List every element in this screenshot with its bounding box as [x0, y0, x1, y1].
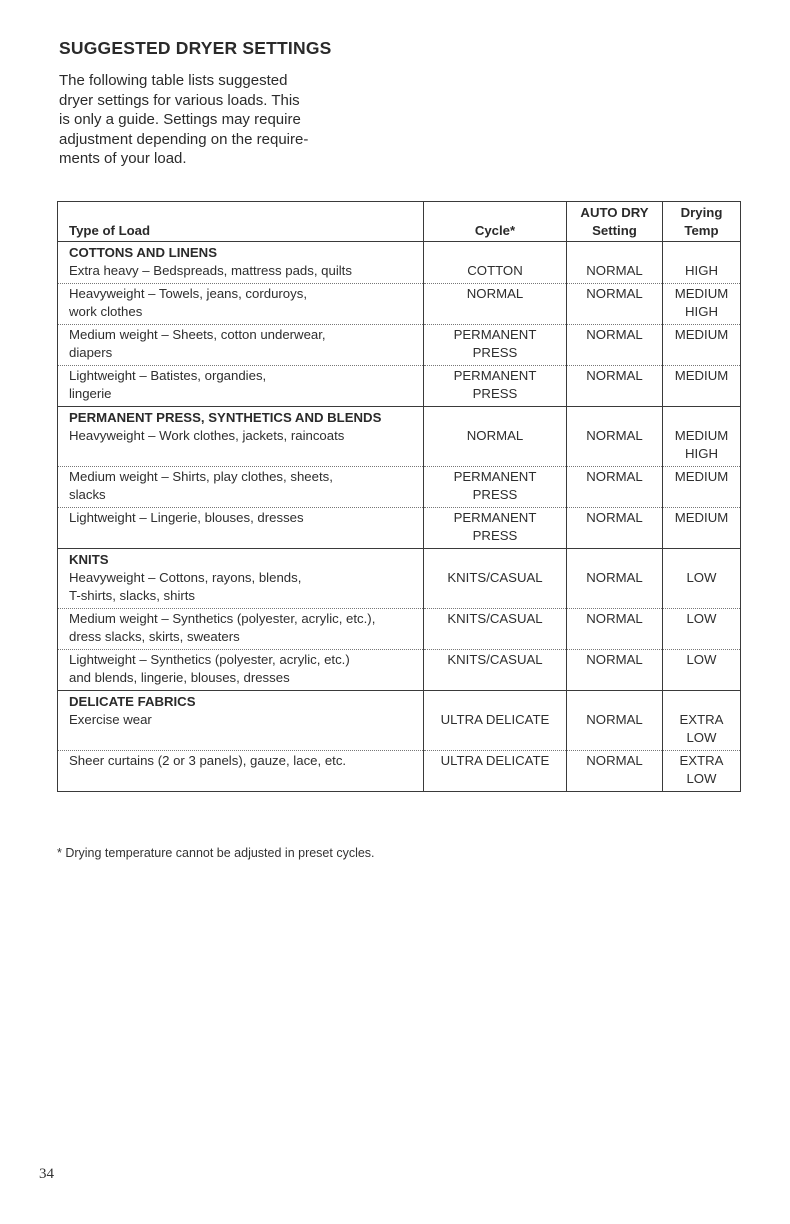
load-cell: [58, 508, 424, 549]
load-text: T-shirts, slacks, shirts: [69, 588, 196, 603]
auto-dry-text: NORMAL: [586, 428, 643, 443]
drying-temp-cell: [663, 650, 741, 691]
load-text: work clothes: [69, 304, 143, 319]
cycle-text: ULTRA DELICATE: [440, 712, 550, 727]
header-type-of-load: Type of Load: [58, 202, 424, 242]
category-heading: DELICATE FABRICS: [69, 694, 196, 709]
drying-temp-text: MEDIUM: [674, 327, 729, 342]
footnote: * Drying temperature cannot be adjusted in preset cycles.: [57, 846, 375, 860]
drying-temp-cell: [663, 407, 741, 467]
drying-temp-text: LOW: [686, 652, 717, 667]
auto-dry-cell: [567, 284, 663, 325]
category-spacer: [571, 692, 658, 711]
load-cell: [58, 407, 424, 467]
category-spacer: [428, 692, 562, 711]
drying-temp-cell: [663, 751, 741, 792]
load-cell: [58, 242, 424, 284]
intro-line: adjustment depending on the require-: [59, 130, 309, 148]
auto-dry-cell: [567, 751, 663, 792]
intro-paragraph: [59, 71, 379, 169]
cycle-text: PERMANENT: [453, 510, 537, 525]
load-cell: [58, 366, 424, 407]
table-row: [58, 325, 741, 366]
drying-temp-cell: [663, 691, 741, 751]
header-cycle: Cycle*: [424, 202, 567, 242]
drying-temp-cell: [663, 609, 741, 650]
load-text: Lightweight – Synthetics (polyester, acrylic, etc.): [69, 652, 350, 667]
auto-dry-cell: [567, 609, 663, 650]
load-text: lingerie: [69, 386, 112, 401]
auto-dry-text: NORMAL: [586, 469, 643, 484]
auto-dry-cell: [567, 691, 663, 751]
intro-line: dryer settings for various loads. This: [59, 91, 300, 109]
auto-dry-cell: [567, 650, 663, 691]
category-spacer: [571, 243, 658, 262]
table-row: [58, 242, 741, 284]
cycle-cell: [424, 650, 567, 691]
auto-dry-text: NORMAL: [586, 570, 643, 585]
cycle-text: PRESS: [472, 528, 518, 543]
table-row: [58, 650, 741, 691]
cycle-text: PRESS: [472, 345, 518, 360]
drying-temp-cell: [663, 284, 741, 325]
header-auto-dry-line2: Setting: [592, 223, 637, 238]
intro-line: The following table lists suggested: [59, 72, 288, 89]
auto-dry-cell: [567, 366, 663, 407]
table-row: [58, 284, 741, 325]
table-row: [58, 691, 741, 751]
category-spacer: [428, 243, 562, 262]
table-row: [58, 609, 741, 650]
load-text: Heavyweight – Cottons, rayons, blends,: [69, 570, 302, 585]
header-drying-line1: Drying: [680, 205, 723, 220]
auto-dry-text: NORMAL: [586, 611, 643, 626]
cycle-cell: [424, 691, 567, 751]
load-cell: [58, 650, 424, 691]
auto-dry-text: NORMAL: [586, 712, 643, 727]
drying-temp-text: MEDIUM: [674, 428, 729, 443]
cycle-text: NORMAL: [466, 286, 524, 301]
drying-temp-cell: [663, 467, 741, 508]
auto-dry-text: NORMAL: [586, 263, 643, 278]
header-auto-dry-line1: AUTO DRY: [580, 205, 649, 220]
load-text: Lightweight – Lingerie, blouses, dresses: [69, 510, 304, 525]
drying-temp-text: MEDIUM: [674, 469, 729, 484]
page-number: 34: [39, 1166, 54, 1182]
category-spacer: [667, 692, 736, 711]
drying-temp-text: LOW: [686, 730, 717, 745]
table-row: [58, 366, 741, 407]
cycle-text: ULTRA DELICATE: [440, 753, 550, 768]
drying-temp-cell: [663, 242, 741, 284]
load-cell: [58, 325, 424, 366]
load-text: Heavyweight – Towels, jeans, corduroys,: [69, 286, 307, 301]
cycle-cell: [424, 751, 567, 792]
cycle-text: PERMANENT: [453, 469, 537, 484]
load-cell: [58, 609, 424, 650]
table-row: [58, 407, 741, 467]
cycle-text: KNITS/CASUAL: [447, 611, 543, 626]
drying-temp-text: LOW: [686, 570, 717, 585]
load-text: Sheer curtains (2 or 3 panels), gauze, lace, etc.: [69, 753, 347, 768]
table-row: [58, 549, 741, 609]
drying-temp-text: EXTRA: [679, 753, 724, 768]
load-text: Medium weight – Synthetics (polyester, acrylic, etc.),: [69, 611, 376, 626]
cycle-text: COTTON: [467, 263, 523, 278]
load-text: Medium weight – Sheets, cotton underwear,: [69, 327, 326, 342]
load-text: Exercise wear: [69, 712, 152, 727]
auto-dry-cell: [567, 549, 663, 609]
cycle-text: PERMANENT: [453, 327, 537, 342]
load-text: Extra heavy – Bedspreads, mattress pads, quilts: [69, 263, 352, 278]
load-text: Heavyweight – Work clothes, jackets, raincoats: [69, 428, 345, 443]
category-spacer: [571, 550, 658, 569]
auto-dry-cell: [567, 325, 663, 366]
cycle-cell: [424, 467, 567, 508]
cycle-cell: [424, 508, 567, 549]
load-text: and blends, lingerie, blouses, dresses: [69, 670, 290, 685]
category-spacer: [667, 550, 736, 569]
load-text: Medium weight – Shirts, play clothes, sheets,: [69, 469, 333, 484]
auto-dry-text: NORMAL: [586, 286, 643, 301]
category-spacer: [571, 408, 658, 427]
category-heading: COTTONS AND LINENS: [69, 245, 217, 260]
drying-temp-text: HIGH: [685, 304, 718, 319]
drying-temp-text: LOW: [686, 611, 717, 626]
page-heading: SUGGESTED DRYER SETTINGS: [59, 38, 332, 58]
auto-dry-text: NORMAL: [586, 510, 643, 525]
header-drying-line2: Temp: [684, 223, 719, 238]
category-spacer: [428, 408, 562, 427]
drying-temp-cell: [663, 508, 741, 549]
intro-line: is only a guide. Settings may require: [59, 111, 301, 129]
category-heading: PERMANENT PRESS, SYNTHETICS AND BLENDS: [69, 410, 382, 425]
cycle-text: PERMANENT: [453, 368, 537, 383]
header-drying-temp: [663, 202, 741, 242]
load-text: diapers: [69, 345, 113, 360]
table-row: [58, 751, 741, 792]
category-spacer: [428, 550, 562, 569]
drying-temp-cell: [663, 366, 741, 407]
cycle-cell: [424, 407, 567, 467]
drying-temp-cell: [663, 549, 741, 609]
cycle-text: PRESS: [472, 487, 518, 502]
load-text: Lightweight – Batistes, organdies,: [69, 368, 267, 383]
auto-dry-cell: [567, 467, 663, 508]
auto-dry-text: NORMAL: [586, 368, 643, 383]
drying-temp-text: MEDIUM: [674, 510, 729, 525]
cycle-cell: [424, 609, 567, 650]
cycle-text: KNITS/CASUAL: [447, 652, 543, 667]
drying-temp-text: EXTRA: [679, 712, 724, 727]
category-heading: KNITS: [69, 552, 109, 567]
drying-temp-text: LOW: [686, 771, 717, 786]
auto-dry-cell: [567, 407, 663, 467]
dryer-settings-table: [57, 201, 741, 792]
intro-line: ments of your load.: [59, 150, 187, 168]
drying-temp-text: HIGH: [685, 263, 718, 278]
table-body: [58, 242, 741, 792]
cycle-text: NORMAL: [466, 428, 524, 443]
load-cell: [58, 691, 424, 751]
category-spacer: [667, 243, 736, 262]
auto-dry-text: NORMAL: [586, 753, 643, 768]
load-cell: [58, 284, 424, 325]
header-auto-dry-setting: [567, 202, 663, 242]
load-cell: [58, 751, 424, 792]
cycle-cell: [424, 325, 567, 366]
table-row: [58, 508, 741, 549]
load-cell: [58, 467, 424, 508]
auto-dry-cell: [567, 508, 663, 549]
table-header-row: [58, 202, 741, 242]
drying-temp-cell: [663, 325, 741, 366]
drying-temp-text: MEDIUM: [674, 368, 729, 383]
load-text: dress slacks, skirts, sweaters: [69, 629, 240, 644]
cycle-cell: [424, 549, 567, 609]
table-row: [58, 467, 741, 508]
auto-dry-cell: [567, 242, 663, 284]
cycle-cell: [424, 366, 567, 407]
load-text: slacks: [69, 487, 106, 502]
load-cell: [58, 549, 424, 609]
cycle-text: PRESS: [472, 386, 518, 401]
auto-dry-text: NORMAL: [586, 652, 643, 667]
category-spacer: [667, 408, 736, 427]
drying-temp-text: MEDIUM: [674, 286, 729, 301]
auto-dry-text: NORMAL: [586, 327, 643, 342]
drying-temp-text: HIGH: [685, 446, 718, 461]
cycle-text: KNITS/CASUAL: [447, 570, 543, 585]
cycle-cell: [424, 284, 567, 325]
cycle-cell: [424, 242, 567, 284]
